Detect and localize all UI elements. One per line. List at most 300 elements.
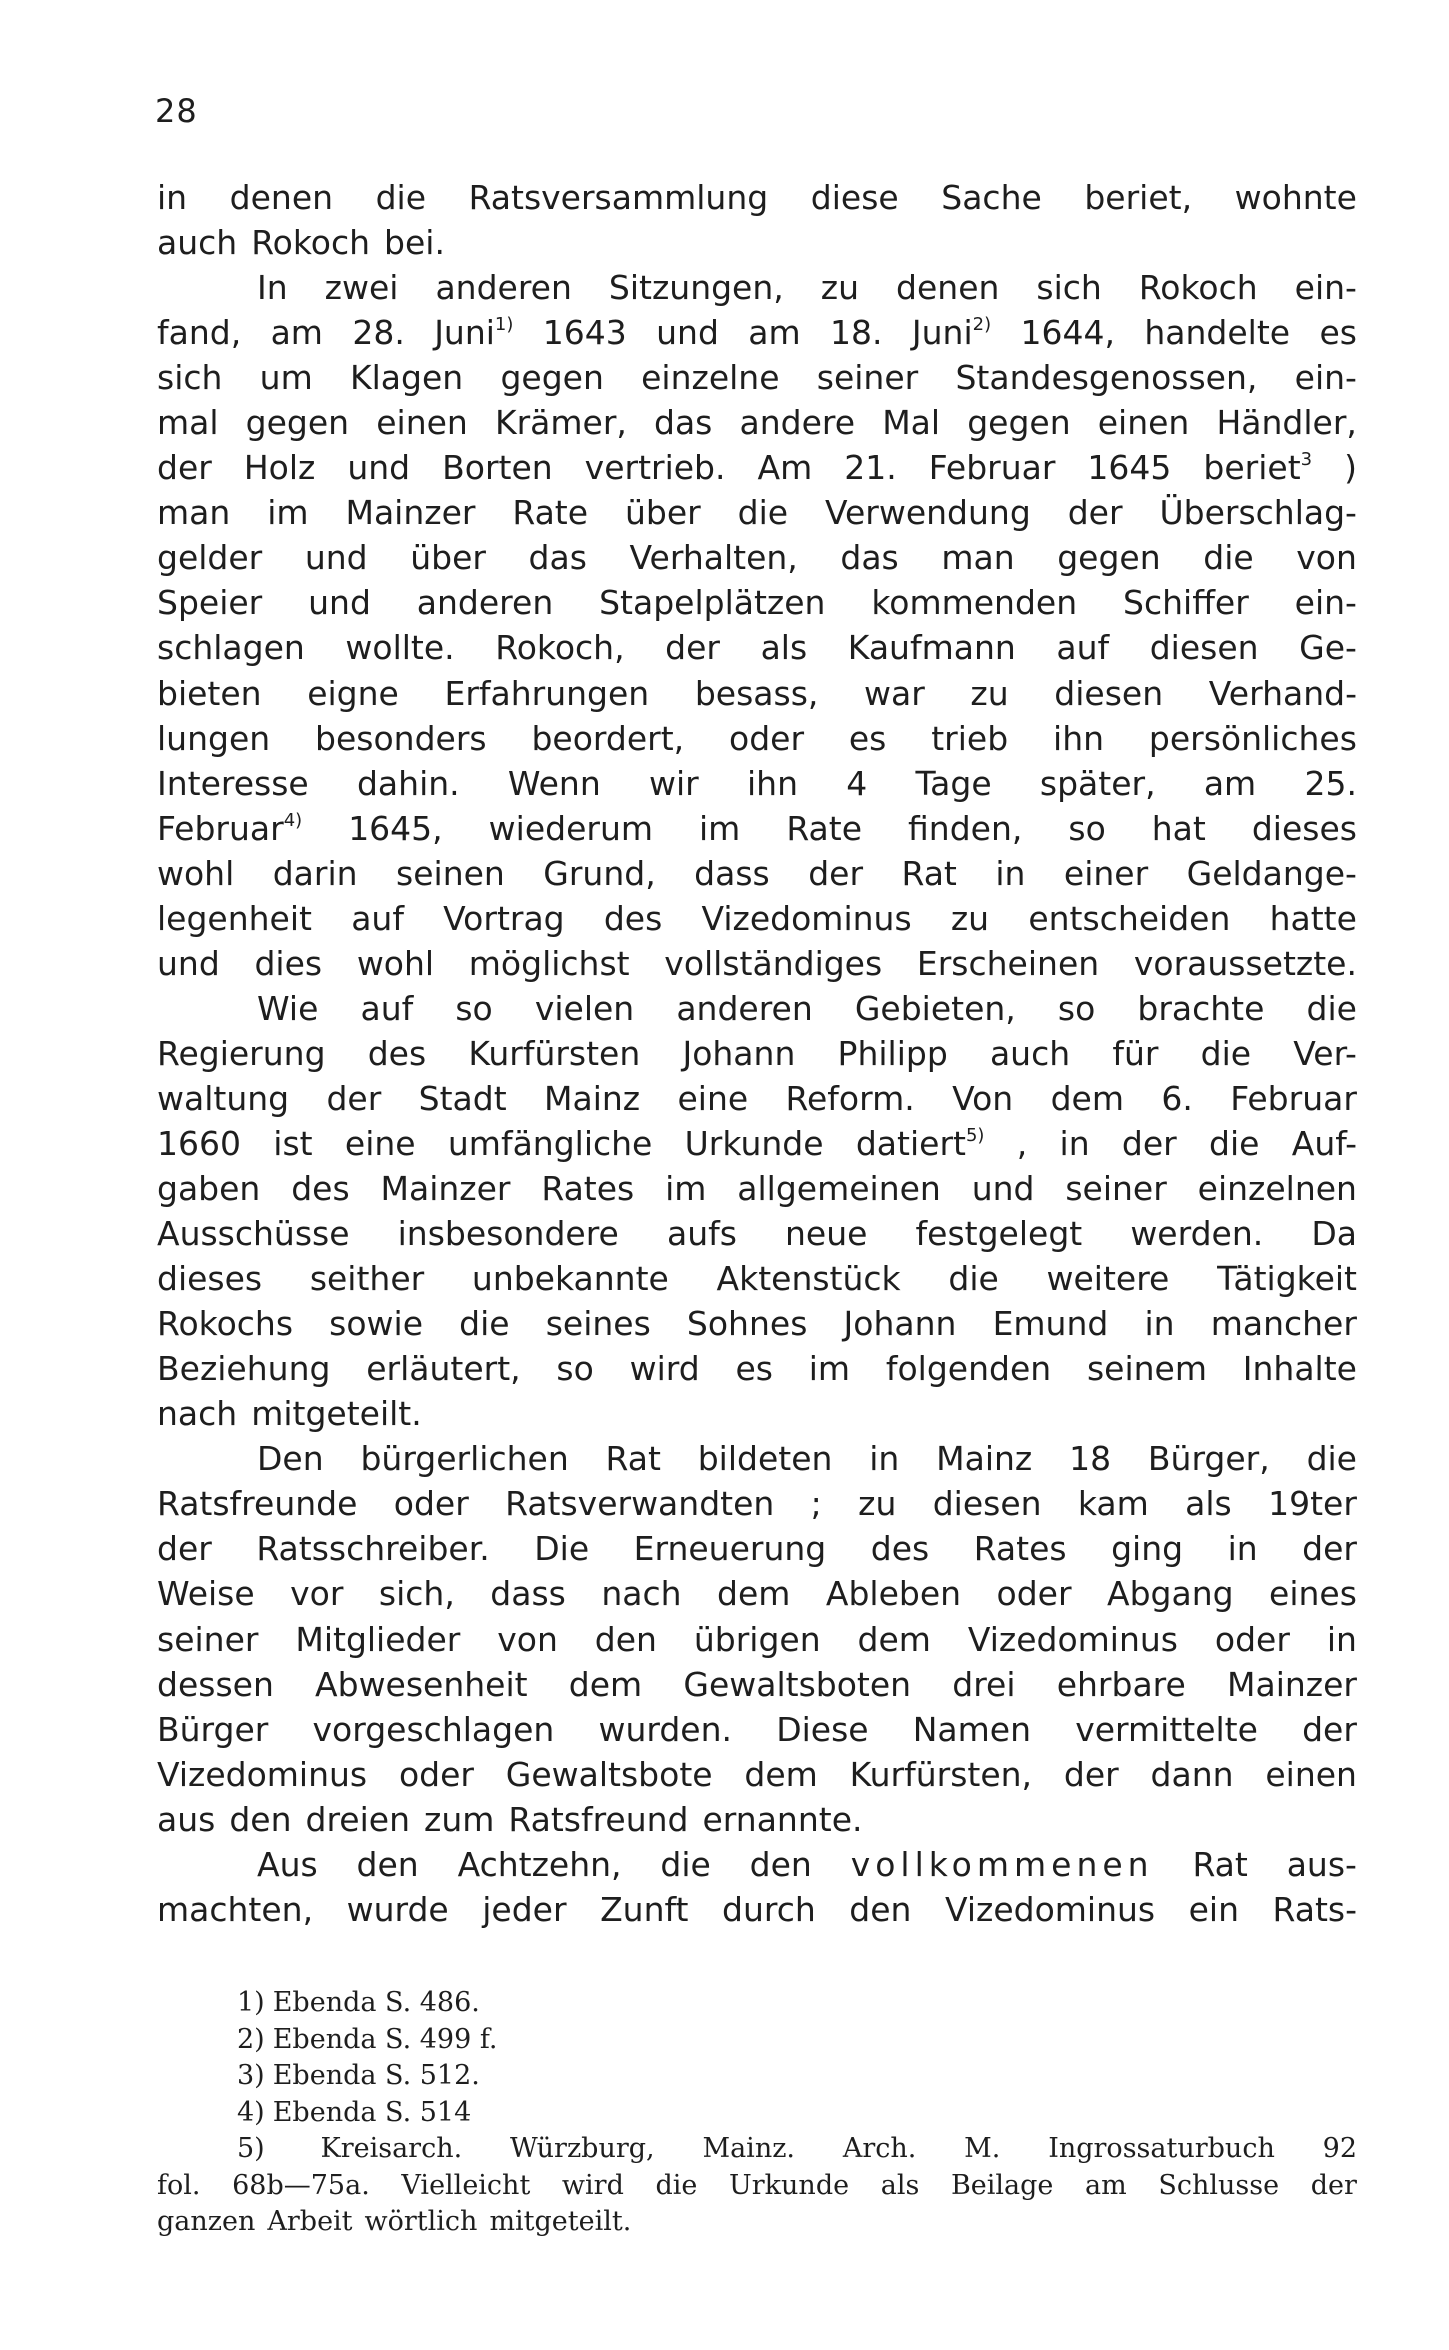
word: ganzen [157,2206,256,2237]
text-line [157,1301,1357,1346]
word: Rat [605,1439,661,1479]
word: entscheiden [1028,898,1231,938]
word: Mainz [544,1078,641,1118]
word: aufs [666,1214,737,1254]
word: Tätigkeit [1217,1259,1357,1299]
word: Arch. [842,2133,917,2164]
footnote [157,1985,1357,2022]
word: Regierung [157,1033,326,1073]
word: 1643 [542,313,627,353]
text-line [157,1887,1357,1932]
word: Ge- [1299,628,1357,668]
text-line [157,175,1357,220]
word: Februar$^{4)}$ [157,808,303,848]
word: Gewaltsboten [683,1664,912,1704]
text-line [157,400,1357,445]
text-line [157,716,1357,761]
word: am [270,313,323,353]
word: den [594,1619,657,1659]
text-line [157,896,1357,941]
word: dem [857,1619,931,1659]
word: Mainzer [345,493,476,533]
body-text [157,175,1357,1932]
word: waltung [157,1078,290,1118]
word: als [760,628,808,668]
word: weitere [1046,1259,1170,1299]
word: mitgeteilt. [251,1394,422,1434]
word: gaben [157,1169,261,1209]
word: dieses [1251,808,1357,848]
word: die [1306,1439,1357,1479]
word: bei. [384,223,445,263]
word: dahin. [356,763,460,803]
word: Erfahrungen [444,673,650,713]
footnote [157,2022,1357,2059]
word: Weise [157,1574,255,1614]
word: Namen [912,1709,1032,1749]
word: Vizedominus [157,1754,368,1794]
word: auf [360,988,414,1028]
word: Aus [257,1844,318,1884]
text-line [157,1076,1357,1121]
word: Rokoch [251,223,371,263]
word: wird [629,1349,700,1389]
word: dass [490,1574,566,1614]
word: seinen [396,853,505,893]
word: Rates [973,1529,1067,1569]
word: 28. [352,313,405,353]
text-line [157,625,1357,670]
word: ein [1188,1889,1240,1929]
footnote [157,2058,1357,2095]
word: dieses [157,1259,263,1299]
word: Ableben [825,1574,962,1614]
text-line [157,355,1357,400]
word: Februar [928,448,1056,488]
word: Juni$^{1)}$ [434,313,514,353]
word: nach [601,1574,682,1614]
word: bildeten [697,1439,833,1479]
word: Mitglieder [295,1619,461,1659]
word: 1644, [1020,313,1115,353]
text-line [157,1481,1357,1526]
word: Die [534,1529,590,1569]
word: einer [1063,853,1149,893]
text-line [157,806,1357,851]
word: 19ter [1268,1484,1357,1524]
footnotes [157,1985,1357,2241]
word: seines [545,1304,651,1344]
word: Am [757,448,813,488]
word: Überschlag- [1159,493,1357,533]
word: so [556,1349,594,1389]
word: der [1063,1754,1119,1794]
word: der [326,1078,382,1118]
word: Verwendung [824,493,1031,533]
footnote-marker: 4) [283,809,303,831]
word: ging [1111,1529,1184,1569]
word: ihn [746,763,798,803]
text-line [157,1391,1357,1436]
word: Stapelplätzen [599,583,826,623]
word: der [1310,2169,1357,2201]
word: voraussetzte. [1133,943,1357,983]
word: Sache [941,178,1042,217]
word: gegen [500,358,604,398]
footnote-number: 4) [237,2096,265,2128]
footnote-text: Ebenda S. 499 f. [272,2023,498,2055]
word: Auf- [1291,1123,1357,1163]
word: die [655,2169,698,2201]
word: in [995,853,1026,893]
text-line [157,1526,1357,1571]
word: die [1209,1123,1260,1163]
word: über [624,493,701,533]
word: jeder [482,1889,567,1929]
word: Vortrag [443,898,565,938]
text-line [157,580,1357,625]
text-line [157,490,1357,535]
text-line [157,761,1357,806]
word: Erneuerung [633,1529,827,1569]
word: Johann [682,1033,796,1073]
text-line [157,1797,1357,1842]
word: den [229,1799,292,1839]
word: Juni$^{2)}$ [911,313,992,353]
word: in [1227,1529,1258,1569]
word: vor [290,1574,344,1614]
word: hatte [1269,898,1357,938]
word: seiner [1065,1169,1167,1209]
word: der [1067,493,1123,533]
word: Mainzer [380,1169,511,1209]
word: 1660 [157,1123,241,1163]
word: Grund, [543,853,656,893]
word: wohl [157,853,235,893]
word: das [654,403,713,443]
word: als [880,2169,920,2201]
footnote-number: 3) [237,2060,265,2091]
footnote-text: Ebenda S. 514 [272,2096,472,2128]
word: Beilage [950,2169,1054,2201]
word: der [1121,1123,1177,1163]
text-line [157,1842,1357,1887]
word: von [1296,538,1357,578]
text-line [157,1166,1357,1211]
text-line [157,986,1357,1031]
word: wohnte [1234,178,1357,217]
word: andere [739,403,856,443]
word: des [870,1529,930,1569]
text-line [157,1031,1357,1076]
word: machten, [157,1889,314,1929]
footnote-marker: 5) [965,1124,985,1146]
word: 25. [1304,763,1357,803]
word: und [304,538,368,578]
word: vorgeschlagen [312,1709,555,1749]
word: der [157,448,212,488]
text-line [157,1211,1357,1256]
word: Aktenstück [716,1259,901,1299]
word: seiner [157,1619,259,1659]
word: bürgerlichen [360,1439,569,1479]
word: oder [398,1754,474,1794]
word: oder [996,1574,1072,1614]
word: Mal [882,403,941,443]
word: man [157,493,231,533]
word: legenheit [157,898,312,938]
text-line [157,671,1357,716]
word: Achtzehn, [457,1844,622,1884]
word: denen [896,268,1000,308]
word: Stadt [418,1078,507,1118]
footnote-marker: 2) [972,314,992,336]
word: Mainz [936,1439,1033,1479]
word: im [267,493,309,533]
word: Schiffer [1123,583,1249,623]
word: wird [561,2169,624,2201]
word: 92 [1322,2133,1357,2164]
word: Emund [992,1304,1109,1344]
word: Vizedominus [967,1619,1178,1659]
word: der [808,853,864,893]
text-line [157,445,1357,490]
text-line [157,1571,1357,1616]
word: ehrbare [1056,1664,1186,1704]
word: Sohnes [686,1304,808,1344]
word: erläutert, [366,1349,521,1389]
word: Rates [541,1169,635,1209]
word: zu [950,898,990,938]
word: des [603,898,663,938]
word: drei [952,1664,1016,1704]
word: Rats- [1272,1889,1357,1929]
word: Von [952,1078,1014,1118]
word: datiert$^{5)}$ [855,1123,985,1163]
word: bieten [157,673,262,713]
word: werden. [1130,1214,1264,1254]
word: Da [1311,1214,1357,1254]
text-line [157,1436,1357,1481]
word: Gebieten, [854,988,1016,1028]
word: Verhand- [1208,673,1357,713]
word: mal [157,403,219,443]
word: gegen [245,403,350,443]
word: am [1085,2169,1127,2201]
word: Geldange- [1186,853,1357,893]
footnote-line [157,2168,1357,2205]
word: Beziehung [157,1349,331,1389]
word: ist [273,1123,313,1163]
text-line [157,1121,1357,1166]
text-line [157,1346,1357,1391]
word: in [1144,1304,1175,1344]
word: über [410,538,486,578]
word: Kreisarch. [320,2133,463,2164]
word: wir [649,763,699,803]
text-line [157,1662,1357,1707]
word: vertrieb. [584,448,726,488]
word: Holz [243,448,316,488]
word: wurde [346,1889,449,1929]
word: dreien [305,1799,410,1839]
word: unbekannte [471,1259,669,1299]
word: vollständiges [664,943,883,983]
footnote-number: 5) [237,2133,265,2164]
footnote-line [157,2131,1357,2168]
footnote-number: 2) [237,2023,265,2055]
word: so [455,988,493,1028]
word: ; [810,1484,822,1524]
word: gelder [157,538,263,578]
word: Den [257,1439,324,1479]
word: als [1185,1484,1232,1524]
word: auf [351,898,404,938]
word: zwei [324,268,399,308]
word: Ratsfreund [508,1799,689,1839]
word: anderen [416,583,554,623]
word: Urkunde [729,2169,850,2201]
word: Rat [1192,1844,1248,1884]
text-line [157,941,1357,986]
word: zu [858,1484,897,1524]
word: 4 [846,763,868,803]
word: Wenn [507,763,601,803]
word: Rate [512,493,589,533]
word: Gewaltsbote [505,1754,713,1794]
word: in [1059,1123,1090,1163]
word: Standesgenossen, [955,358,1258,398]
footnote-marker: 1) [494,314,514,336]
word: Mainz. [702,2133,796,2164]
word: die [948,1259,999,1299]
word: oder [729,718,805,758]
word: mancher [1210,1304,1357,1344]
word: dessen [157,1664,274,1704]
word: wurden. [598,1709,733,1749]
word: dass [694,853,770,893]
word: zu [820,268,860,308]
word: Abgang [1107,1574,1234,1614]
word: vermittelte [1075,1709,1258,1749]
word: im [699,808,741,848]
word: finden, [908,808,1023,848]
word: lungen [157,718,271,758]
word: Ver- [1293,1033,1357,1073]
text-line [157,265,1357,310]
word: 68b—75a. [232,2169,370,2201]
word: trieb [931,718,1009,758]
word: man [941,538,1015,578]
word: den [849,1889,912,1929]
word: des [367,1033,427,1073]
word: neue [785,1214,868,1254]
word: Ratsfreunde [157,1484,358,1524]
word: der [1302,1529,1357,1569]
word: 1645 [1087,448,1172,488]
word: , [1016,1123,1028,1163]
word: Händler, [1216,403,1357,443]
word: in [869,1439,900,1479]
word: diesen [932,1484,1042,1524]
footnote-text: Ebenda S. 486. [272,1987,480,2018]
word: und [347,448,411,488]
word: war [864,673,925,713]
word: nach [157,1394,238,1434]
word: den [749,1844,812,1884]
word: M. [964,2133,1001,2164]
word: die [459,1304,510,1344]
word: ernannte. [702,1799,863,1839]
word: dem [568,1664,643,1704]
word: Kurfürsten [468,1033,641,1073]
word: Arbeit [267,2206,353,2237]
word: die [1203,538,1254,578]
word: das [528,538,587,578]
word: anderen [676,988,813,1028]
footnote [157,2095,1357,2132]
word: Würzburg, [510,2133,655,2164]
word: Wie [257,988,319,1028]
word: wohl [356,943,435,983]
text-line [157,1256,1357,1301]
word: eines [1269,1574,1357,1614]
word: und [971,1169,1035,1209]
word: Ingrossaturbuch [1048,2133,1275,2164]
word: der [1302,1709,1357,1749]
page-number: 28 [155,92,198,130]
word: Bürger, [1147,1439,1270,1479]
word: einen [1265,1754,1357,1794]
word: auch [157,223,238,263]
word: dem [1050,1078,1124,1118]
word: ein- [1294,358,1357,398]
word: der [665,628,720,668]
word: so [1068,808,1106,848]
word: Diese [776,1709,869,1749]
word: Kaufmann [847,628,1016,668]
word: wollte. [345,628,455,668]
word: beriet, [1084,178,1193,217]
word: Speier [157,583,263,623]
word: Zunft [600,1889,689,1929]
word: und [656,313,719,353]
word: vielen [534,988,635,1028]
word: brachte [1137,988,1265,1028]
word: Rate [786,808,863,848]
word: dies [254,943,323,983]
word: Vielleicht [401,2169,531,2201]
word: einen [1097,403,1190,443]
word: Ratsverwandten [505,1484,775,1524]
word: dem [744,1754,818,1794]
word: mitgeteilt. [489,2206,632,2237]
text-line [157,1617,1357,1662]
footnote-marker: 3 [1300,449,1313,471]
word: sich, [378,1574,455,1614]
word: handelte [1144,313,1291,353]
word: die [1306,988,1357,1028]
word: das [840,538,899,578]
word: durch [722,1889,816,1929]
word: es [735,1349,773,1389]
word: Mainzer [1227,1664,1357,1704]
word: später, [1039,763,1156,803]
word: ein- [1294,268,1357,308]
word: am [748,313,801,353]
word: Tage [915,763,992,803]
word: aus- [1286,1844,1357,1884]
